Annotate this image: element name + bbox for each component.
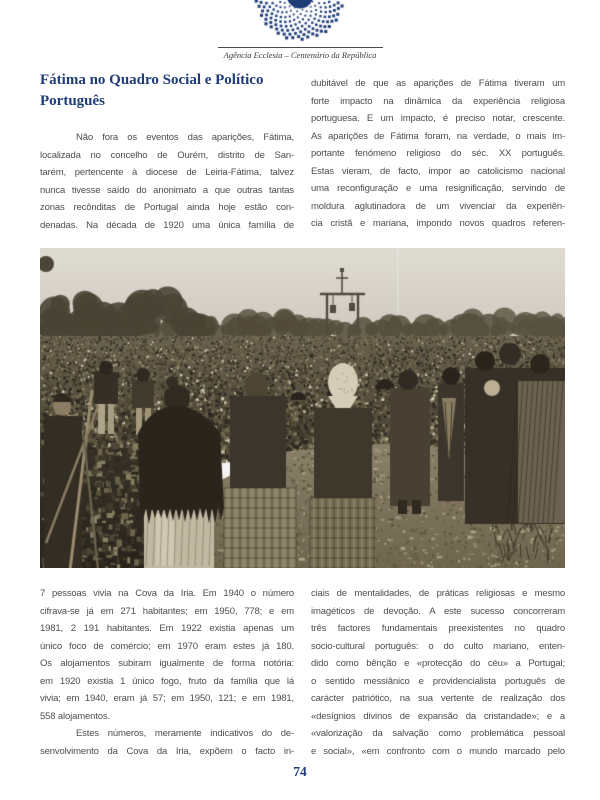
page-number: 74 bbox=[293, 764, 307, 779]
text-line: imagéticos de devoção. A este sucesso concorreram bbox=[311, 605, 565, 617]
text-line: socio-cultural português: o do culto mariano, enten- bbox=[311, 640, 565, 652]
column-top-right bbox=[311, 70, 565, 234]
column-bottom-left bbox=[40, 585, 294, 760]
text-line: 558 alojamentos. bbox=[40, 710, 110, 722]
text-line: dubitável de que as aparições de Fátima tiveram um bbox=[311, 78, 565, 89]
bottom-left-text bbox=[40, 585, 294, 760]
text-line: portuguesa. E um impacto, é preciso notar, crescente. bbox=[311, 113, 565, 124]
article bbox=[0, 70, 600, 760]
text-line: carácter patriótico, na sua vertente de realização dos bbox=[311, 693, 565, 704]
text-line: Estes números, meramente indicativos do de- bbox=[76, 728, 294, 739]
text-line: ciais de mentalidades, de práticas religiosas e mesmo bbox=[311, 588, 565, 599]
top-right-text bbox=[311, 75, 565, 233]
text-line: As aparições de Fátima foram, na verdade, o mais im- bbox=[311, 130, 565, 142]
top-left-text bbox=[40, 129, 294, 234]
text-line: em 1920 existia 1 único fogo, fruto da família que lá bbox=[40, 675, 294, 687]
article-title: Fátima no Quadro Social e Político Português bbox=[40, 72, 264, 109]
header-rule bbox=[218, 47, 383, 48]
text-line: o sentido messiânico e providencialista português de bbox=[311, 675, 565, 687]
text-line: Os alojamentos subiram igualmente de forma notória: bbox=[40, 658, 294, 669]
page-header bbox=[0, 0, 600, 61]
text-line: Estas vieram, de facto, impor ao catolicismo nacional bbox=[311, 165, 565, 177]
text-line: único foco de comércio; em 1970 eram estes já 180. bbox=[40, 640, 294, 652]
text-line: cifrava-se já em 271 habitantes; em 1950, 778; e em bbox=[40, 605, 294, 617]
text-line: três factores fundamentais preexistentes no quadro bbox=[311, 623, 565, 634]
bottom-right-text bbox=[311, 585, 565, 760]
text-line: localizada no concelho de Ourém, distrito de San- bbox=[40, 149, 294, 161]
text-line: e social», «em confronto com o mundo marcado pelo bbox=[311, 745, 565, 757]
text-line: tarém, pertencente à diocese de Leiria-Fátima, talvez bbox=[40, 167, 294, 178]
crowd-photo-image bbox=[40, 248, 565, 568]
top-columns bbox=[40, 70, 565, 234]
column-bottom-right bbox=[311, 585, 565, 760]
dotted-spiral-rosette-icon bbox=[215, 0, 385, 46]
text-line: cia cristã e mariana, impondo novos quadros referen- bbox=[311, 218, 565, 229]
text-line: senvolvimento da Cova da Iria, expõem o facto in- bbox=[40, 745, 294, 757]
text-line: zonas recônditas de Portugal ainda hoje estão con- bbox=[40, 202, 294, 213]
text-line: 1981, 2 191 habitantes. Em 1922 existia apenas um bbox=[40, 623, 294, 634]
text-line: moldura aglutinadora de um vivenciar da experiên- bbox=[311, 200, 565, 212]
text-line: vivia; em 1940, eram já 57; em 1950, 121; e em 1981, bbox=[40, 693, 294, 704]
text-line: 7 pessoas vivia na Cova da Iria. Em 1940 o número bbox=[40, 588, 294, 599]
header-caption: Agência Ecclesia – Centenário da República bbox=[223, 50, 377, 60]
text-line: «desígnios divinos de expansão da cristandade»; e a bbox=[311, 710, 565, 722]
text-line: Não fora os eventos das aparições, Fátima, bbox=[76, 132, 294, 143]
text-line: nunca tivesse saído do anonimato a que outras tantas bbox=[40, 184, 294, 196]
text-line: forte impacto na dinâmica da experiência religiosa bbox=[311, 95, 565, 107]
text-line: dido como bênção e «protecção do céu» a Portugal; bbox=[311, 658, 565, 669]
text-line: «valorização da salvação como problemática pessoal bbox=[311, 728, 565, 739]
bottom-columns bbox=[40, 585, 565, 760]
text-line: portante fenómeno religioso do séc. XX português. bbox=[311, 148, 565, 159]
column-top-left bbox=[40, 70, 294, 234]
crowd-photo bbox=[40, 248, 565, 568]
text-line: denadas. Na década de 1920 uma única família de bbox=[40, 219, 294, 231]
text-line: uma reconfiguração e uma resignificação, servindo de bbox=[311, 183, 565, 194]
